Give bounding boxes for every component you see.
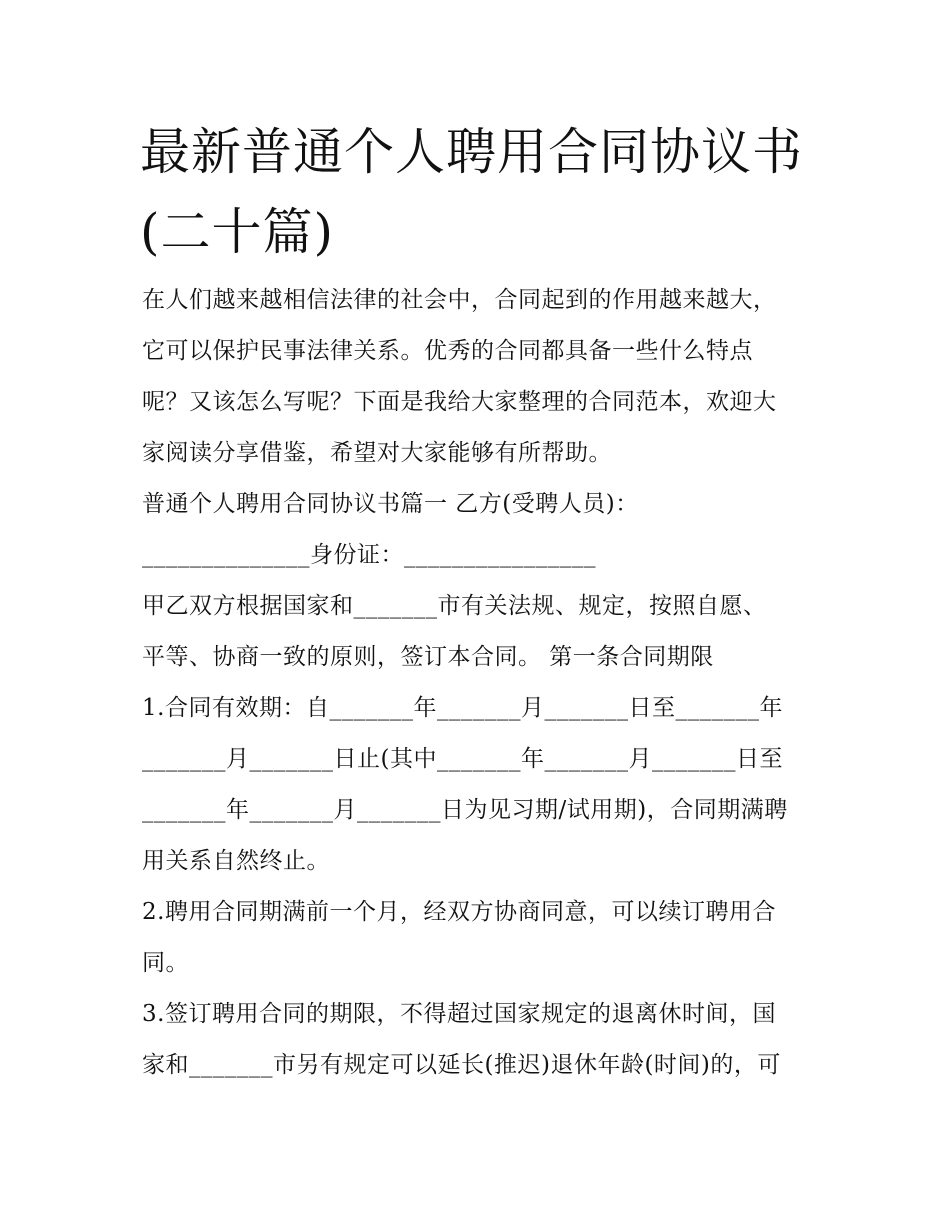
text-line: 它可以保护民事法律关系。优秀的合同都具备一些什么特点 [142,338,753,364]
text-line: 家阅读分享借鉴，希望对大家能够有所帮助。 [142,440,612,466]
clause-2-line: 2.聘用合同期满前一个月，经双方协商同意，可以续订聘用合 [142,899,776,925]
text-line: 在人们越来越相信法律的社会中，合同起到的作用越来越大， [142,287,777,313]
clause-1-line: 1.合同有效期：自_______年_______月_______日至_______年 [142,695,783,721]
id-blank-line: ______________身份证：________________ [142,542,596,568]
text-line: 同。 [142,950,189,976]
text-line: 家和_______市另有规定可以延长(推迟)退休年龄(时间)的，可 [142,1052,781,1078]
text-line: 用关系自然终止。 [142,848,330,874]
text-line: 甲乙双方根据国家和_______市有关法规、规定，按照自愿、 [142,593,767,619]
section-heading-line: 普通个人聘用合同协议书篇一 乙方(受聘人员)： [142,491,639,517]
text-line: 呢？又该怎么写呢？下面是我给大家整理的合同范本，欢迎大 [142,389,777,415]
text-line: 平等、协商一致的原则，签订本合同。 第一条合同期限 [142,644,714,670]
document-title: 最新普通个人聘用合同协议书 (二十篇) [140,123,803,261]
text-line: _______月_______日止(其中_______年_______月_______日至 [142,746,783,772]
clause-3-line: 3.签订聘用合同的期限，不得超过国家规定的退离休时间，国 [142,1001,776,1027]
text-line: _______年_______月_______日为见习期/试用期)，合同期满聘 [142,797,788,823]
document-body [142,275,832,1091]
